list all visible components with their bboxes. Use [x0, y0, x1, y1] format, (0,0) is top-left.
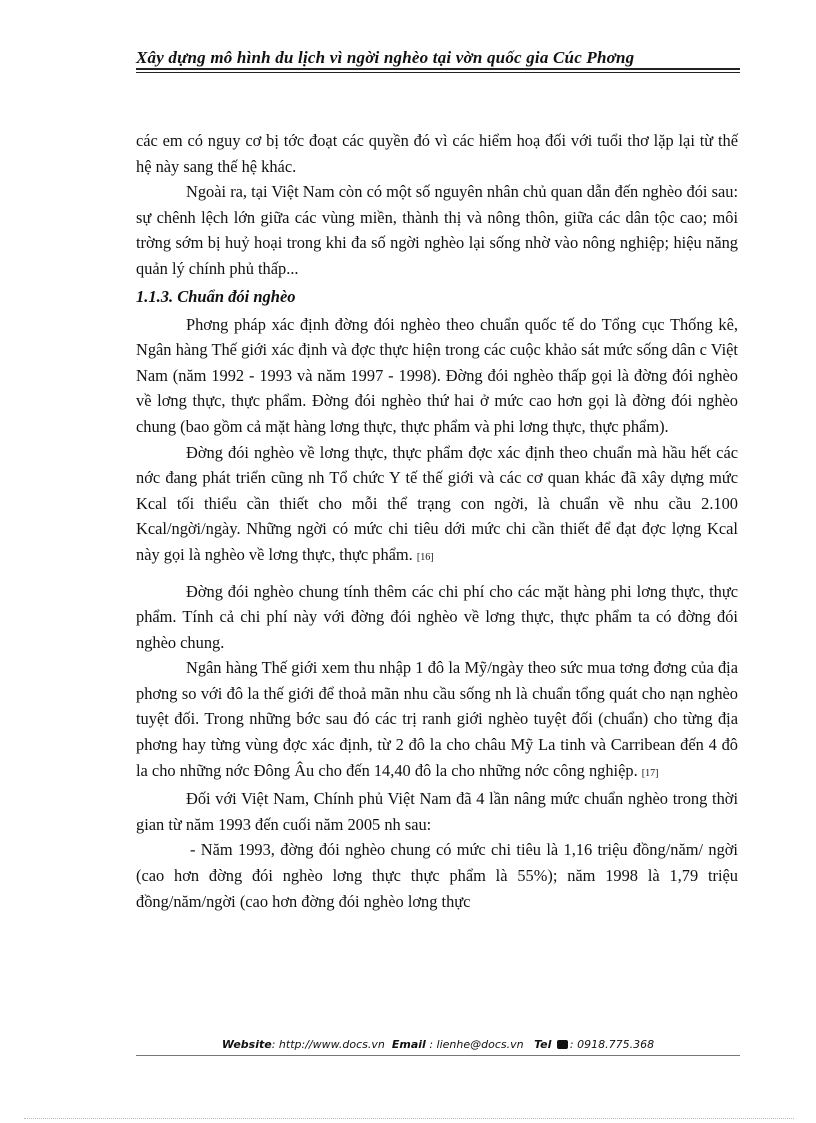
paragraph-6 [136, 655, 738, 786]
document-body [136, 128, 738, 914]
header-rule [136, 68, 740, 70]
paragraph-3: Phơng pháp xác định đờng đói nghèo theo chuẩn quốc tế do Tổng cục Thống kê, Ngân hàng Thế giới xác định và đợc thực hiện trong các cuộc khảo sát mức sống dân c Việt Nam (năm 1992 - 1993 và năm 1997 - 1998). Đờng đói nghèo thấp gọi là đờng đói nghèo về lơng thực, thực phẩm. Đờng đói nghèo thứ hai ở mức cao hơn gọi là đờng đói nghèo chung (bao gồm cả mặt hàng lơng thực, thực phẩm và phi lơng thực, thực phẩm). [136, 314, 738, 436]
tel-label: Tel [534, 1038, 552, 1051]
page-header-title: Xây dựng mô hình du lịch vì ngời nghèo tại vờn quốc gia Cúc Phơng [136, 48, 635, 67]
reference-16: [16] [416, 551, 434, 563]
paragraph-2: Ngoài ra, tại Việt Nam còn có một số nguyên nhân chủ quan dẫn đến nghèo đói sau: sự chênh lệch lớn giữa các vùng miền, thành thị và nông thôn, giữa các dân tộc cao; môi trờng sớm bị huỷ hoại trong khi đa số ngời nghèo lại sống nhờ vào nông nghiệp; hiệu năng quản lý chính phủ thấp... [136, 182, 738, 278]
paragraph-1: các em có nguy cơ bị tớc đoạt các quyền đó vì các hiểm hoạ đối với tuổi thơ lặp lại từ thế hệ này sang thế hệ khác. [136, 131, 738, 176]
website-label: Website [221, 1038, 272, 1051]
footer-rule [136, 1055, 740, 1056]
phone-icon [557, 1040, 568, 1049]
reference-17: [17] [641, 767, 659, 779]
paragraph-4 [136, 440, 738, 571]
tel-number: : 0918.775.368 [569, 1038, 655, 1051]
section-heading: 1.1.3. Chuẩn đói nghèo [136, 286, 296, 306]
paragraph-4-text: Đờng đói nghèo về lơng thực, thực phẩm đợc xác định theo chuẩn mà hầu hết các nớc đang phát triển cũng nh Tổ chức Y tế thế giới và các cơ quan khác đã xây dựng mức Kcal tối thiểu cần thiết cho mỗi thể trạng con ngời, là chuẩn về nhu cầu 2.100 Kcal/ngời/ngày. Những ngời có mức chi tiêu dới mức chi cần thiết để đạt đợc lợng Kcal này gọi là nghèo về lơng thực, thực phẩm. [136, 442, 738, 564]
page-edge-rule [24, 1118, 794, 1119]
paragraph-8: - Năm 1993, đờng đói nghèo chung có mức chi tiêu là 1,16 triệu đồng/năm/ ngời (cao hơn đờng đói nghèo lơng thực thực phẩm là 55%); năm 1998 là 1,79 triệu đồng/năm/ngời (cao hơn đờng đói nghèo lơng thực [136, 840, 738, 911]
email-link[interactable]: : lienhe@docs.vn [429, 1038, 524, 1051]
paragraph-7: Đối với Việt Nam, Chính phủ Việt Nam đã 4 lần nâng mức chuẩn nghèo trong thời gian từ năm 1993 đến cuối năm 2005 nh sau: [136, 789, 738, 834]
paragraph-6-text: Ngân hàng Thế giới xem thu nhập 1 đô la Mỹ/ngày theo sức mua tơng đơng của địa phơng so với đô la thế giới để thoả mãn nhu cầu sống nh là chuẩn tổng quát cho nạn nghèo tuyệt đối. Trong những bớc sau đó các trị ranh giới nghèo tuyệt đối (chuẩn) cho từng địa phơng hay từng vùng đợc xác định, từ 2 đô la cho châu Mỹ La tinh và Carribean đến 4 đô la cho những nớc Đông Âu cho đến 14,40 đô la cho những nớc công nghiệp. [136, 658, 738, 780]
header-rule-thin [136, 72, 740, 73]
paragraph-5: Đờng đói nghèo chung tính thêm các chi phí cho các mặt hàng phi lơng thực, thực phẩm. Tính cả chi phí này với đờng đói nghèo về lơng thực, thực phẩm ta có đờng đói nghèo chung. [136, 581, 738, 652]
page-footer [136, 1038, 740, 1051]
website-link[interactable]: : http://www.docs.vn [271, 1038, 385, 1051]
email-label: Email [391, 1038, 426, 1051]
